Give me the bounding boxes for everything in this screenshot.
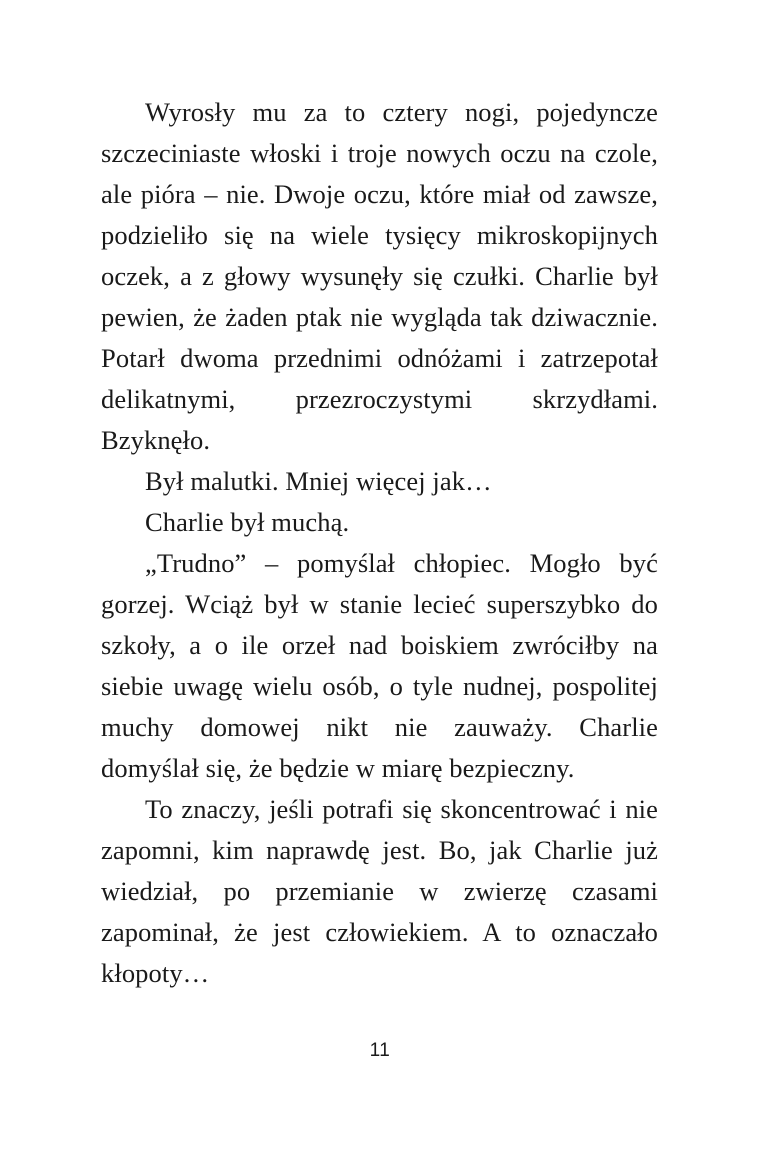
paragraph: Był malutki. Mniej więcej jak… [145, 466, 492, 496]
paragraph: Wyrosły mu za to cztery nogi, pojedyncze szczeciniaste włoski i troje nowych oczu na czole, ale pióra – nie. Dwoje oczu, które miał od zawsze, podzieliło się na wiele tysięcy mikroskopijnych oczek, a z głowy wysunęły się czułki. Charlie był pewien, że żaden ptak nie wygląda tak dziwacznie. Potarł dwoma przednimi odnóżami i zatrzepotał delikatnymi, przezroczystymi skrzydłami. Bzyknęło. [101, 97, 658, 455]
paragraph: Charlie był muchą. [145, 507, 350, 537]
paragraph: To znaczy, jeśli potrafi się skoncentrować i nie zapomni, kim naprawdę jest. Bo, jak Charlie już wiedział, po przemianie w zwierzę czasami zapominał, że jest człowiekiem. A to oznaczało kłopoty… [101, 794, 658, 988]
paragraph: „Trudno” – pomyślał chłopiec. Mogło być gorzej. Wciąż był w stanie lecieć superszybko do szkoły, a o ile orzeł nad boiskiem zwróciłby na siebie uwagę wielu osób, o tyle nudnej, pospolitej muchy domowej nikt nie zauważy. Charlie domyślał się, że będzie w miarę bezpieczny. [101, 548, 658, 783]
page-body-text [101, 92, 658, 994]
page-number: 11 [369, 1040, 391, 1061]
